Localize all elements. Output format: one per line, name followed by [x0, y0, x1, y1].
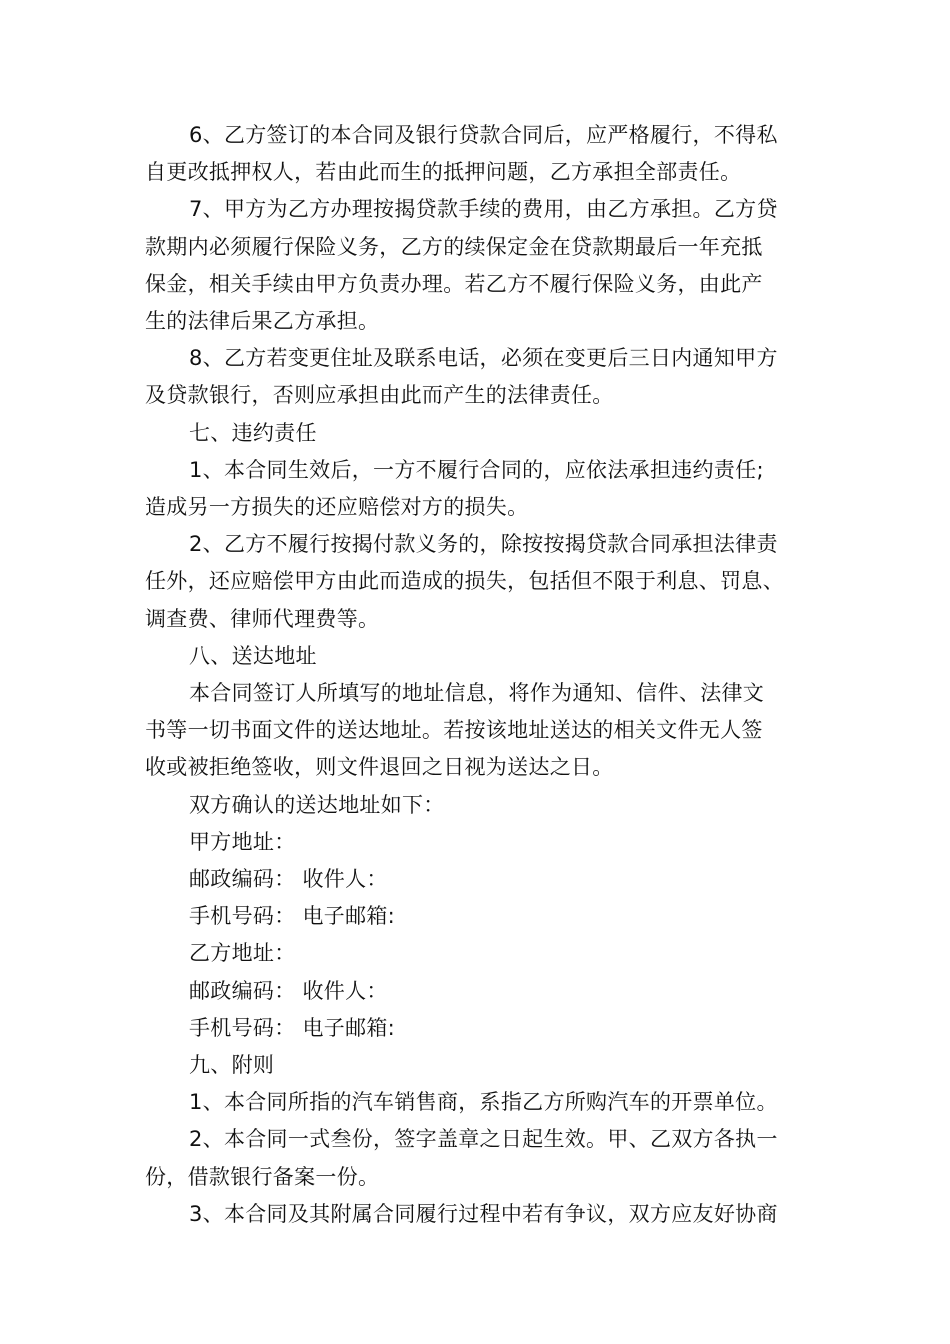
text-line: 保金，相关手续由甲方负责办理。若乙方不履行保险义务，由此产: [145, 271, 763, 296]
text-line: 及贷款银行，否则应承担由此而产生的法律责任。: [145, 383, 614, 408]
paragraph: [145, 340, 825, 414]
text-line: 邮政编码： 收件人：: [189, 867, 388, 892]
text-line: 任外，还应赔偿甲方由此而造成的损失，包括但不限于利息、罚息、: [145, 569, 784, 594]
text-line: 2、乙方不履行按揭付款义务的，除按按揭贷款合同承担法律责: [189, 532, 778, 557]
text-line: 6、乙方签订的本合同及银行贷款合同后，应严格履行，不得私: [189, 123, 778, 147]
text-line: 1、本合同所指的汽车销售商，系指乙方所购汽车的开票单位。: [189, 1090, 778, 1115]
paragraph: [145, 1010, 825, 1047]
text-line: 甲方地址：: [189, 829, 296, 854]
paragraph: [145, 1047, 825, 1084]
paragraph: [145, 861, 825, 898]
text-line: 自更改抵押权人，若由此而生的抵押问题，乙方承担全部责任。: [145, 160, 742, 185]
paragraph: [145, 415, 825, 452]
paragraph: [145, 973, 825, 1010]
text-line: 生的法律后果乙方承担。: [145, 309, 380, 334]
text-line: 双方确认的送达地址如下：: [189, 792, 445, 817]
document-page: [145, 117, 825, 1233]
paragraph: [145, 452, 825, 526]
paragraph: [145, 824, 825, 861]
text-line: 手机号码： 电子邮箱:: [189, 1015, 396, 1040]
paragraph: [145, 1196, 825, 1233]
paragraph: [145, 935, 825, 972]
paragraph: [145, 526, 825, 638]
text-line: 本合同签订人所填写的地址信息，将作为通知、信件、法律文: [189, 681, 765, 706]
text-line: 份，借款银行备案一份。: [145, 1164, 380, 1189]
text-line: 乙方地址：: [189, 941, 296, 966]
text-line: 1、本合同生效后，一方不履行合同的，应依法承担违约责任;: [189, 457, 764, 482]
paragraph: [145, 898, 825, 935]
text-line: 邮政编码： 收件人：: [189, 978, 388, 1003]
paragraph: [145, 191, 825, 340]
text-line: 书等一切书面文件的送达地址。若按该地址送达的相关文件无人签: [145, 718, 763, 743]
text-line: 调查费、律师代理费等。: [145, 606, 380, 631]
paragraph: [145, 1084, 825, 1121]
paragraph: [145, 117, 825, 191]
paragraph: [145, 638, 825, 675]
text-line: 8、乙方若变更住址及联系电话，必须在变更后三日内通知甲方: [189, 346, 778, 371]
document-body: [145, 117, 825, 1233]
text-line: 3、本合同及其附属合同履行过程中若有争议，双方应友好协商: [189, 1201, 778, 1226]
text-line: 七、违约责任: [189, 420, 317, 445]
text-line: 九、附则: [189, 1053, 275, 1078]
paragraph: [145, 787, 825, 824]
paragraph: [145, 1121, 825, 1195]
text-line: 造成另一方损失的还应赔偿对方的损失。: [145, 495, 529, 520]
text-line: 2、本合同一式叁份，签字盖章之日起生效。甲、乙双方各执一: [189, 1127, 778, 1152]
text-line: 收或被拒绝签收，则文件退回之日视为送达之日。: [145, 755, 614, 780]
text-line: 款期内必须履行保险义务，乙方的续保定金在贷款期最后一年充抵: [145, 234, 763, 259]
text-line: 八、送达地址: [189, 643, 317, 668]
paragraph: [145, 675, 825, 787]
text-line: 手机号码： 电子邮箱:: [189, 904, 396, 929]
text-line: 7、甲方为乙方办理按揭贷款手续的费用，由乙方承担。乙方贷: [189, 197, 778, 222]
